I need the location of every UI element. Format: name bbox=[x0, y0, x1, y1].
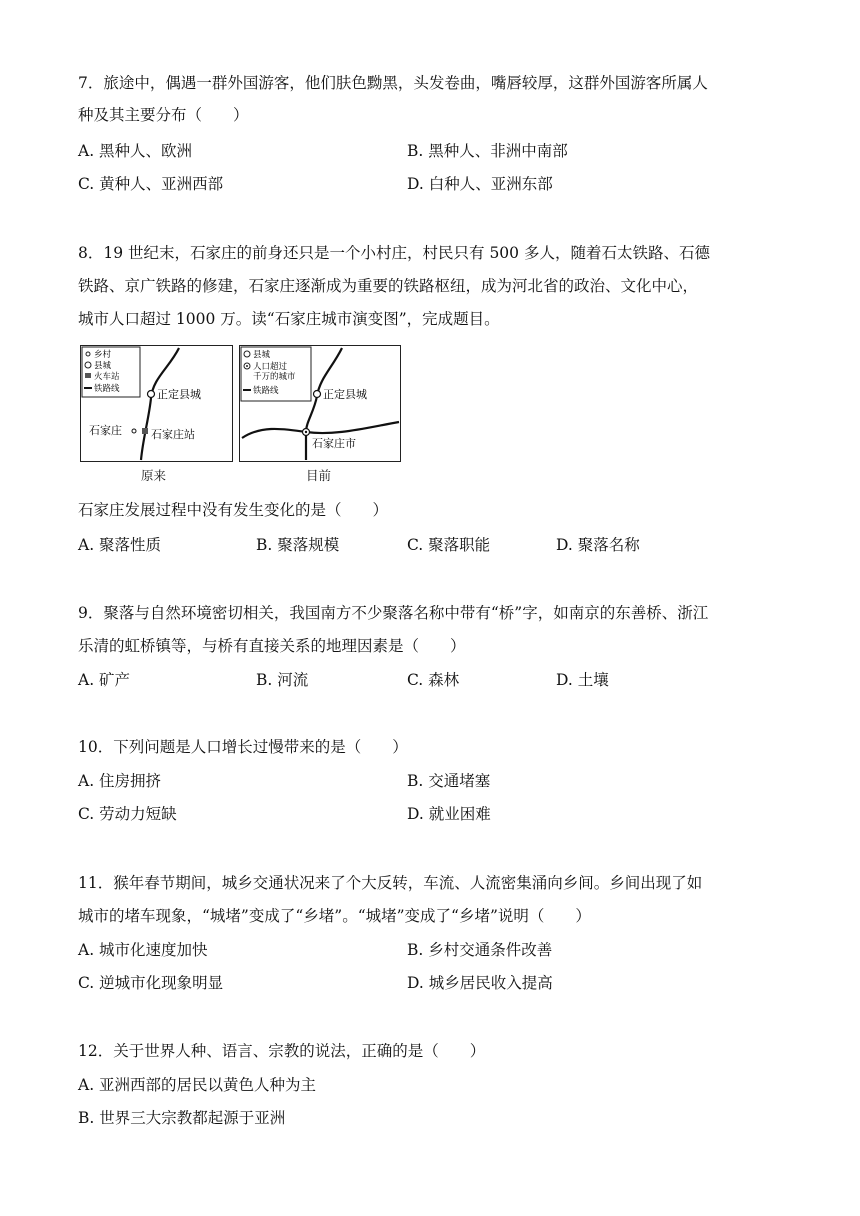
q10-option-c[interactable]: C. 劳动力短缺 bbox=[78, 805, 177, 823]
village-label: 石家庄 bbox=[89, 424, 122, 437]
q7-stem-line2: 种及其主要分布（ ） bbox=[78, 106, 249, 124]
station-legend-icon bbox=[85, 373, 91, 378]
legend-railway: 铁路线 bbox=[94, 384, 120, 394]
legend-city-line1: 人口超过 bbox=[253, 362, 288, 372]
q12-option-a[interactable]: A. 亚洲西部的居民以黄色人种为主 bbox=[78, 1076, 317, 1094]
map-original bbox=[80, 345, 233, 462]
q11-stem-line2: 城市的堵车现象，“城堵”变成了“乡堵”。“城堵”变成了“乡堵”说明（ ） bbox=[78, 907, 591, 925]
q9-option-b[interactable]: B. 河流 bbox=[256, 671, 309, 689]
q11-option-a[interactable]: A. 城市化速度加快 bbox=[78, 941, 208, 959]
q9-option-a[interactable]: A. 矿产 bbox=[78, 671, 131, 689]
q11-option-b[interactable]: B. 乡村交通条件改善 bbox=[407, 941, 553, 959]
q7-option-a[interactable]: A. 黑种人、欧洲 bbox=[78, 142, 193, 160]
q12-option-b[interactable]: B. 世界三大宗教都起源于亚洲 bbox=[78, 1109, 286, 1127]
city-legend-dot bbox=[246, 365, 248, 367]
q9-stem-line1: 9．聚落与自然环境密切相关，我国南方不少聚落名称中带有“桥”字，如南京的东善桥、浙江 bbox=[78, 604, 709, 622]
q11-option-c[interactable]: C. 逆城市化现象明显 bbox=[78, 974, 224, 992]
map-original-caption: 原来 bbox=[141, 468, 167, 483]
county-town-marker bbox=[148, 391, 155, 398]
legend-railway: 铁路线 bbox=[253, 386, 279, 396]
q10-option-d[interactable]: D. 就业困难 bbox=[407, 805, 491, 823]
q10-option-a[interactable]: A. 住房拥挤 bbox=[78, 772, 162, 790]
q8-option-c[interactable]: C. 聚落职能 bbox=[407, 536, 491, 554]
station-marker bbox=[142, 428, 148, 434]
map-current-svg bbox=[240, 346, 400, 461]
legend-station: 火车站 bbox=[94, 372, 120, 382]
q8-option-b[interactable]: B. 聚落规模 bbox=[256, 536, 340, 554]
county-town-label: 正定县城 bbox=[323, 388, 367, 401]
q8-question: 石家庄发展过程中没有发生变化的是（ ） bbox=[78, 501, 389, 519]
q7-option-d[interactable]: D. 白种人、亚洲东部 bbox=[407, 175, 553, 193]
city-marker-dot bbox=[305, 431, 307, 433]
village-marker bbox=[132, 429, 136, 433]
county-town-label: 正定县城 bbox=[157, 388, 201, 401]
q11-stem-line1: 11．猴年春节期间，城乡交通状况来了个大反转，车流、人流密集涌向乡间。乡间出现了如 bbox=[78, 874, 703, 892]
q8-option-d[interactable]: D. 聚落名称 bbox=[556, 536, 640, 554]
legend-county: 县城 bbox=[94, 361, 112, 371]
q7-stem-line1: 7．旅途中，偶遇一群外国游客，他们肤色黝黑，头发卷曲，嘴唇较厚，这群外国游客所属人 bbox=[78, 74, 708, 92]
q8-stem-line1: 8．19 世纪末，石家庄的前身还只是一个小村庄，村民只有 500 多人，随着石太铁路、石德 bbox=[78, 244, 710, 262]
q9-option-c[interactable]: C. 森林 bbox=[407, 671, 460, 689]
q7-option-b[interactable]: B. 黑种人、非洲中南部 bbox=[407, 142, 568, 160]
legend-county: 县城 bbox=[253, 350, 271, 360]
q8-stem-line3: 城市人口超过 1000 万。读“石家庄城市演变图”，完成题目。 bbox=[78, 310, 500, 328]
map-current bbox=[239, 345, 401, 462]
legend-village: 乡村 bbox=[94, 350, 112, 360]
q11-option-d[interactable]: D. 城乡居民收入提高 bbox=[407, 974, 553, 992]
county-town-marker bbox=[314, 391, 321, 398]
q12-stem: 12．关于世界人种、语言、宗教的说法，正确的是（ ） bbox=[78, 1042, 486, 1060]
city-label: 石家庄市 bbox=[312, 437, 356, 450]
q10-stem: 10．下列问题是人口增长过慢带来的是（ ） bbox=[78, 738, 408, 756]
railway-line bbox=[141, 348, 179, 460]
railway-east-west bbox=[242, 422, 399, 438]
q10-option-b[interactable]: B. 交通堵塞 bbox=[407, 772, 491, 790]
legend-city-line2: 千万的城市 bbox=[253, 372, 296, 382]
map-current-caption: 目前 bbox=[306, 468, 332, 483]
q8-option-a[interactable]: A. 聚落性质 bbox=[78, 536, 162, 554]
map-original-svg bbox=[81, 346, 232, 461]
q7-option-c[interactable]: C. 黄种人、亚洲西部 bbox=[78, 175, 224, 193]
station-label: 石家庄站 bbox=[151, 428, 195, 441]
q9-stem-line2: 乐清的虹桥镇等，与桥有直接关系的地理因素是（ ） bbox=[78, 637, 466, 655]
q8-stem-line2: 铁路、京广铁路的修建，石家庄逐渐成为重要的铁路枢纽，成为河北省的政治、文化中心， bbox=[78, 277, 699, 295]
q9-option-d[interactable]: D. 土壤 bbox=[556, 671, 609, 689]
